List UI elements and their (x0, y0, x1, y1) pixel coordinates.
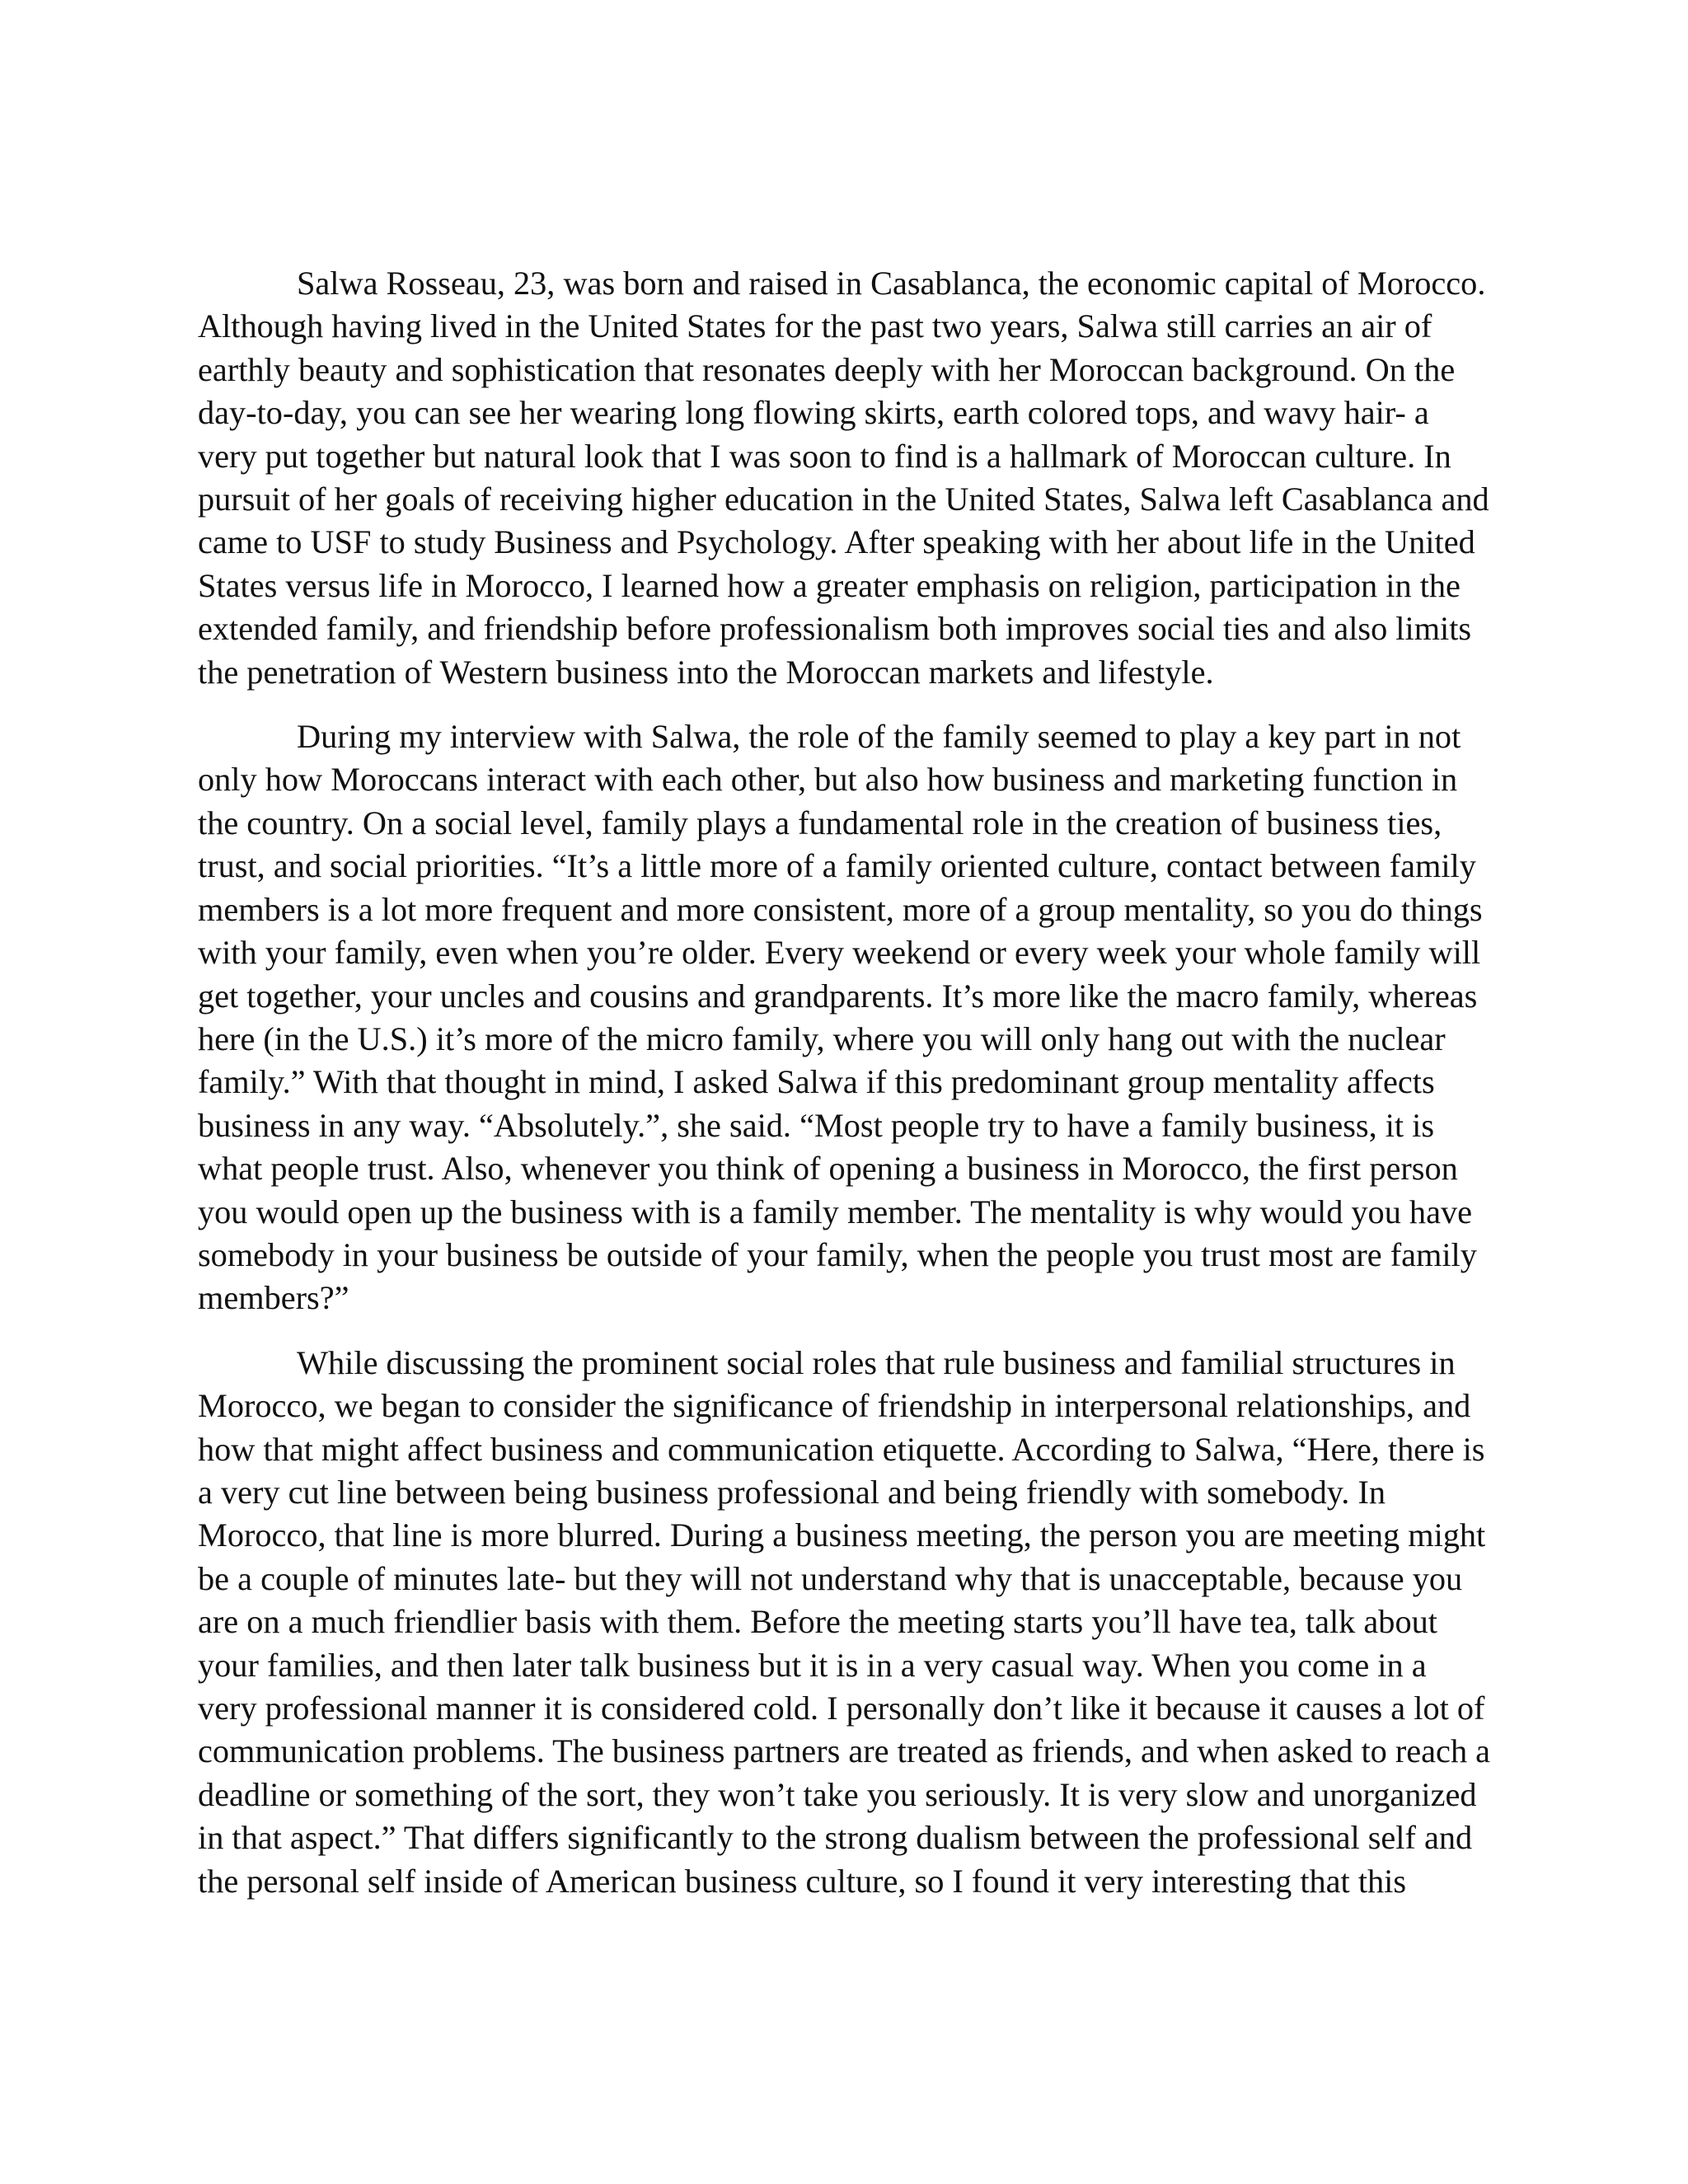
text-line: extended family, and friendship before professionalism both improves social ties and also limits (198, 610, 1472, 648)
text-line: very professional manner it is considered cold. I personally don’t like it because it causes a lot of (198, 1690, 1485, 1727)
paragraph-1 (198, 262, 1500, 694)
text-line: Although having lived in the United States for the past two years, Salwa still carries an air of (198, 307, 1432, 345)
text-line: day-to-day, you can see her wearing long flowing skirts, earth colored tops, and wavy hair- a (198, 394, 1429, 432)
text-line: members is a lot more frequent and more consistent, more of a group mentality, so you do things (198, 890, 1483, 928)
text-line: what people trust. Also, whenever you think of opening a business in Morocco, the first person (198, 1150, 1458, 1188)
text-line: be a couple of minutes late- but they will not understand why that is unacceptable, because you (198, 1559, 1463, 1597)
document-body (198, 262, 1500, 1924)
text-line: somebody in your business be outside of your family, when the people you trust most are family (198, 1235, 1477, 1273)
text-line: in that aspect.” That differs significantly to the strong dualism between the professional self and (198, 1819, 1473, 1857)
text-line: the penetration of Western business into the Moroccan markets and lifestyle. (198, 653, 1214, 691)
paragraph-2 (198, 715, 1500, 1320)
text-line: came to USF to study Business and Psychology. After speaking with her about life in the United (198, 523, 1475, 561)
text-line: get together, your uncles and cousins and grandparents. It’s more like the macro family, whereas (198, 977, 1478, 1015)
text-line: very put together but natural look that I was soon to find is a hallmark of Moroccan culture. In (198, 437, 1451, 475)
text-line: Morocco, we began to consider the significance of friendship in interpersonal relationships, and (198, 1387, 1471, 1425)
text-line: you would open up the business with is a family member. The mentality is why would you have (198, 1193, 1472, 1230)
text-line: the personal self inside of American business culture, so I found it very interesting that this (198, 1862, 1407, 1900)
text-line: business in any way. “Absolutely.”, she said. “Most people try to have a family business, it is (198, 1106, 1435, 1144)
text-line: with your family, even when you’re older. Every weekend or every week your whole family will (198, 934, 1481, 972)
text-line: States versus life in Morocco, I learned how a greater emphasis on religion, participation in the (198, 566, 1461, 604)
text-line: earthly beauty and sophistication that resonates deeply with her Moroccan background. On the (198, 350, 1456, 388)
text-line: deadline or something of the sort, they won’t take you seriously. It is very slow and unorganized (198, 1775, 1477, 1813)
text-line: communication problems. The business partners are treated as friends, and when asked to reach a (198, 1732, 1491, 1770)
text-line: Salwa Rosseau, 23, was born and raised in Casablanca, the economic capital of Morocco. (297, 265, 1486, 302)
text-line: While discussing the prominent social roles that rule business and familial structures in (297, 1343, 1456, 1381)
text-line: members?” (198, 1279, 349, 1317)
text-line: only how Moroccans interact with each other, but also how business and marketing function in (198, 761, 1458, 799)
paragraph-3 (198, 1342, 1500, 1903)
text-line: your families, and then later talk business but it is in a very casual way. When you come in a (198, 1646, 1427, 1684)
text-line: how that might affect business and communication etiquette. According to Salwa, “Here, there is (198, 1430, 1485, 1468)
text-line: the country. On a social level, family plays a fundamental role in the creation of business ties, (198, 804, 1442, 841)
text-line: a very cut line between being business professional and being friendly with somebody. In (198, 1473, 1386, 1511)
text-line: family.” With that thought in mind, I asked Salwa if this predominant group mentality affects (198, 1063, 1435, 1101)
text-line: here (in the U.S.) it’s more of the micro family, where you will only hang out with the nuclear (198, 1019, 1446, 1057)
text-line: are on a much friendlier basis with them. Before the meeting starts you’ll have tea, talk about (198, 1603, 1437, 1641)
text-line: pursuit of her goals of receiving higher education in the United States, Salwa left Casablanca and (198, 480, 1489, 518)
text-line: Morocco, that line is more blurred. During a business meeting, the person you are meeting might (198, 1516, 1486, 1554)
text-line: trust, and social priorities. “It’s a little more of a family oriented culture, contact between family (198, 847, 1476, 885)
text-line: During my interview with Salwa, the role of the family seemed to play a key part in not (297, 718, 1461, 756)
